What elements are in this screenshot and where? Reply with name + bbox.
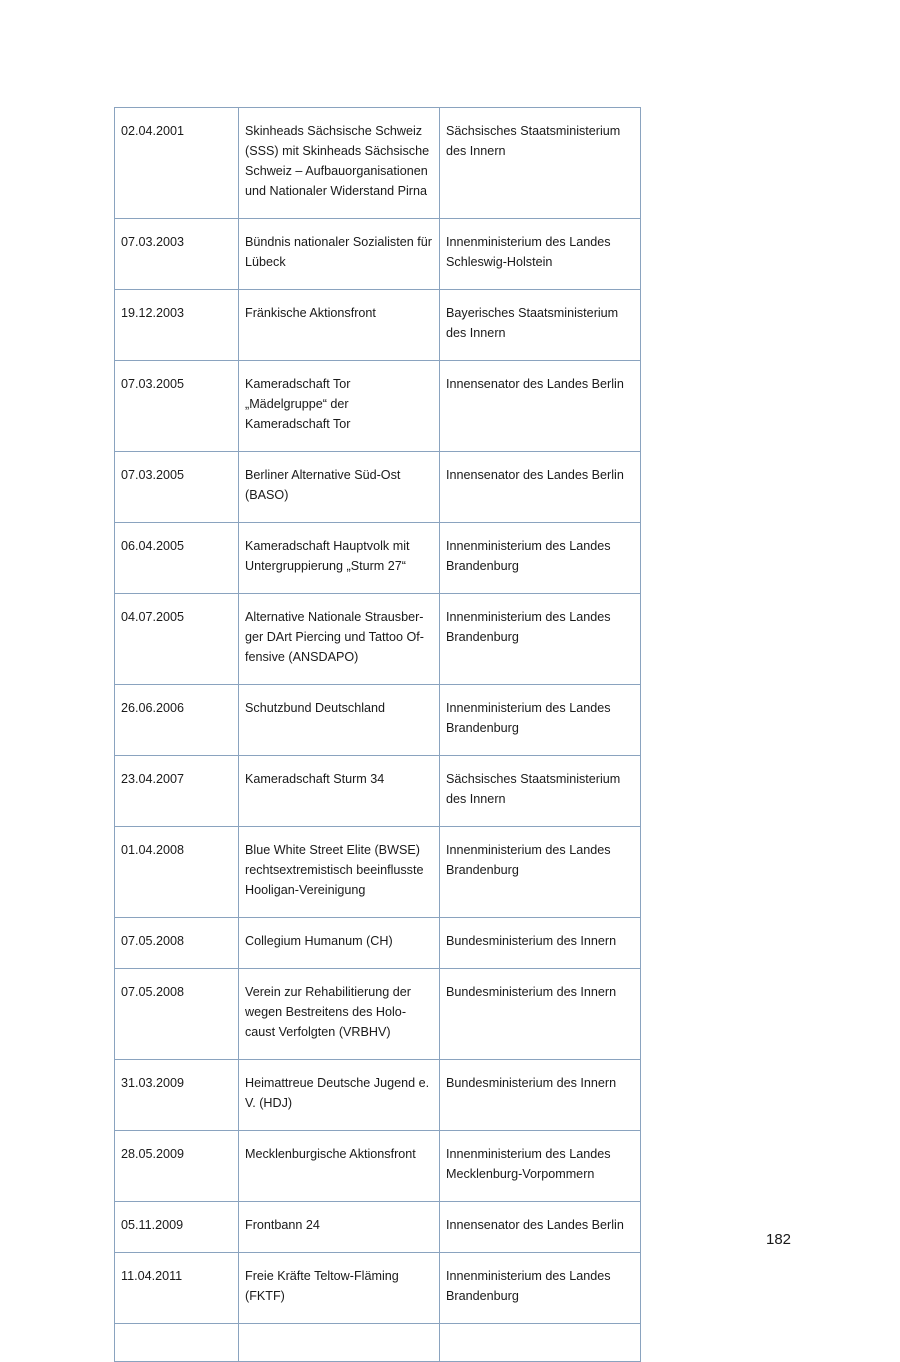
table-row bbox=[115, 594, 641, 685]
cell-date: 26.06.2006 bbox=[115, 685, 239, 756]
table-row-empty bbox=[115, 1324, 641, 1362]
ban-table-body bbox=[115, 108, 641, 1362]
table-row bbox=[115, 1060, 641, 1131]
cell-date: 02.04.2001 bbox=[115, 108, 239, 219]
cell-organization: Kameradschaft Hauptvolk mit Untergruppierung „Sturm 27“ bbox=[239, 523, 440, 594]
table-row bbox=[115, 1202, 641, 1253]
page-number: 182 bbox=[766, 1231, 792, 1248]
cell-organization: Bündnis nationaler Sozialisten für Lübeck bbox=[239, 219, 440, 290]
table-row bbox=[115, 1131, 641, 1202]
cell-date: 05.11.2009 bbox=[115, 1202, 239, 1253]
cell-organization: Alternative Nationale Strausber-ger DArt Piercing und Tattoo Of-fensive (ANSDAPO) bbox=[239, 594, 440, 685]
cell-organization: Collegium Humanum (CH) bbox=[239, 918, 440, 969]
cell-date: 07.05.2008 bbox=[115, 969, 239, 1060]
cell-date: 07.03.2005 bbox=[115, 361, 239, 452]
table-row bbox=[115, 108, 641, 219]
cell-organization: Mecklenburgische Aktionsfront bbox=[239, 1131, 440, 1202]
cell-date: 23.04.2007 bbox=[115, 756, 239, 827]
cell-authority: Innensenator des Landes Berlin bbox=[440, 452, 641, 523]
empty-cell bbox=[239, 1324, 440, 1362]
empty-cell bbox=[440, 1324, 641, 1362]
cell-date: 07.03.2005 bbox=[115, 452, 239, 523]
cell-date: 19.12.2003 bbox=[115, 290, 239, 361]
table-row bbox=[115, 361, 641, 452]
cell-authority: Bundesministerium des Innern bbox=[440, 918, 641, 969]
cell-authority: Innensenator des Landes Berlin bbox=[440, 1202, 641, 1253]
cell-organization: Blue White Street Elite (BWSE) rechtsextremistisch beeinflusste Hooligan-Vereinigung bbox=[239, 827, 440, 918]
cell-date: 07.03.2003 bbox=[115, 219, 239, 290]
cell-authority: Innenministerium des Landes Mecklenburg-Vorpommern bbox=[440, 1131, 641, 1202]
cell-organization: Verein zur Rehabilitierung der wegen Bestreitens des Holo-caust Verfolgten (VRBHV) bbox=[239, 969, 440, 1060]
cell-organization: Fränkische Aktionsfront bbox=[239, 290, 440, 361]
cell-date: 28.05.2009 bbox=[115, 1131, 239, 1202]
cell-authority: Sächsisches Staatsministerium des Innern bbox=[440, 756, 641, 827]
ban-table bbox=[114, 107, 641, 1362]
cell-authority: Sächsisches Staatsministerium des Innern bbox=[440, 108, 641, 219]
cell-authority: Innenministerium des Landes Brandenburg bbox=[440, 827, 641, 918]
cell-authority: Bundesministerium des Innern bbox=[440, 1060, 641, 1131]
cell-authority: Innenministerium des Landes Brandenburg bbox=[440, 594, 641, 685]
cell-date: 06.04.2005 bbox=[115, 523, 239, 594]
cell-date: 11.04.2011 bbox=[115, 1253, 239, 1324]
cell-authority: Innensenator des Landes Berlin bbox=[440, 361, 641, 452]
cell-organization: Freie Kräfte Teltow-Fläming (FKTF) bbox=[239, 1253, 440, 1324]
table-row bbox=[115, 827, 641, 918]
table-row bbox=[115, 969, 641, 1060]
cell-authority: Bundesministerium des Innern bbox=[440, 969, 641, 1060]
cell-organization: Schutzbund Deutschland bbox=[239, 685, 440, 756]
table-row bbox=[115, 685, 641, 756]
table-row bbox=[115, 756, 641, 827]
cell-organization: Heimattreue Deutsche Jugend e. V. (HDJ) bbox=[239, 1060, 440, 1131]
cell-date: 07.05.2008 bbox=[115, 918, 239, 969]
cell-organization: Kameradschaft Tor „Mädelgruppe“ der Kameradschaft Tor bbox=[239, 361, 440, 452]
cell-date: 31.03.2009 bbox=[115, 1060, 239, 1131]
table-row bbox=[115, 219, 641, 290]
empty-cell bbox=[115, 1324, 239, 1362]
cell-authority: Innenministerium des Landes Brandenburg bbox=[440, 1253, 641, 1324]
cell-authority: Bayerisches Staatsministerium des Innern bbox=[440, 290, 641, 361]
cell-authority: Innenministerium des Landes Schleswig-Holstein bbox=[440, 219, 641, 290]
cell-organization: Frontbann 24 bbox=[239, 1202, 440, 1253]
table-row bbox=[115, 918, 641, 969]
cell-organization: Berliner Alternative Süd-Ost (BASO) bbox=[239, 452, 440, 523]
cell-authority: Innenministerium des Landes Brandenburg bbox=[440, 685, 641, 756]
cell-date: 04.07.2005 bbox=[115, 594, 239, 685]
cell-authority: Innenministerium des Landes Brandenburg bbox=[440, 523, 641, 594]
table-row bbox=[115, 290, 641, 361]
cell-date: 01.04.2008 bbox=[115, 827, 239, 918]
cell-organization: Skinheads Sächsische Schweiz (SSS) mit Skinheads Sächsische Schweiz – Aufbauorganisationen und Nationaler Widerstand Pirna bbox=[239, 108, 440, 219]
table-row bbox=[115, 452, 641, 523]
table-row bbox=[115, 1253, 641, 1324]
table-row bbox=[115, 523, 641, 594]
cell-organization: Kameradschaft Sturm 34 bbox=[239, 756, 440, 827]
